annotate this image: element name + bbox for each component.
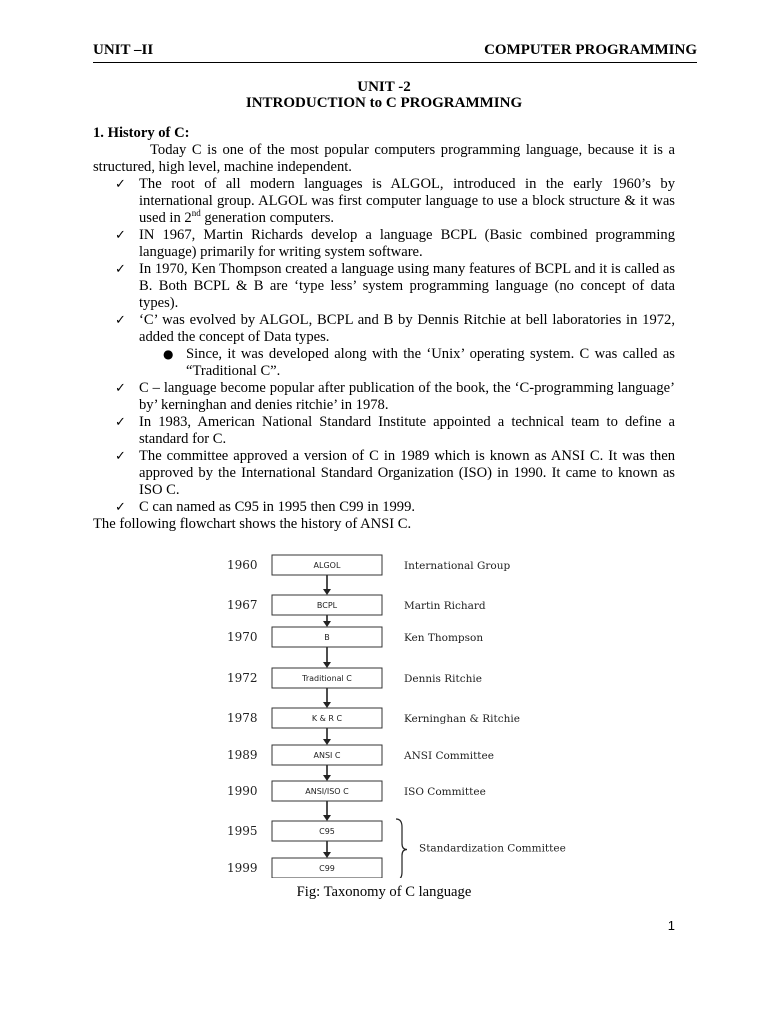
point-text: In 1983, American National Standard Institute appointed a technical team to define a standard for C. bbox=[139, 414, 675, 447]
history-points bbox=[93, 176, 675, 516]
list-item bbox=[93, 312, 675, 380]
flow-arrow-head bbox=[323, 589, 331, 595]
sub-list-item bbox=[93, 346, 675, 380]
chapter-title: INTRODUCTION to C PROGRAMMING bbox=[245, 95, 523, 111]
superscript: nd bbox=[191, 208, 201, 219]
check-mark-icon: ✓ bbox=[115, 177, 126, 192]
flow-side-label: International Group bbox=[404, 560, 511, 572]
flow-box-label: K & R C bbox=[311, 714, 343, 723]
page-number: 1 bbox=[667, 918, 675, 933]
check-mark-icon: ✓ bbox=[115, 262, 126, 277]
flow-arrow-head bbox=[323, 662, 331, 668]
figure-caption: Fig: Taxonomy of C language bbox=[296, 884, 472, 900]
flow-year: 1995 bbox=[227, 824, 258, 838]
flow-side-label: ISO Committee bbox=[404, 786, 486, 798]
point-text: In 1970, Ken Thompson created a language using many features of BCPL and it is called as B. Both BCPL & B are ‘type less’ system programming language (no concept of data types). bbox=[139, 261, 675, 311]
flow-year: 1990 bbox=[227, 784, 258, 798]
flow-arrow-head bbox=[323, 739, 331, 745]
flowchart bbox=[0, 548, 768, 878]
list-item bbox=[93, 448, 675, 499]
flow-arrow-head bbox=[323, 815, 331, 821]
flow-box-label: ALGOL bbox=[313, 561, 341, 570]
flow-box-label: B bbox=[324, 633, 330, 642]
flow-box-label: BCPL bbox=[316, 601, 338, 610]
page-header bbox=[93, 42, 697, 63]
point-text: C can named as C95 in 1995 then C99 in 1999. bbox=[139, 499, 416, 515]
header-unit: UNIT –II bbox=[93, 42, 154, 58]
section-heading: 1. History of C: bbox=[93, 125, 190, 141]
point-text: IN 1967, Martin Richards develop a language BCPL (Basic combined programming language) primarily for writing system software. bbox=[139, 227, 675, 260]
list-item bbox=[93, 261, 675, 312]
check-mark-icon: ✓ bbox=[115, 228, 126, 243]
intro-paragraph: Today C is one of the most popular computers programming language, because it is a structured, high level, machine independent. bbox=[93, 142, 675, 175]
check-mark-icon: ✓ bbox=[115, 500, 126, 515]
flow-side-label: ANSI Committee bbox=[404, 750, 494, 762]
flow-box-label: Traditional C bbox=[302, 674, 352, 683]
flow-box-label: ANSI/ISO C bbox=[305, 787, 349, 796]
point-text: ‘C’ was evolved by ALGOL, BCPL and B by Dennis Ritchie at bell laboratories in 1972, added the concept of Data types. bbox=[139, 312, 675, 345]
flow-year: 1978 bbox=[227, 711, 258, 725]
history-section bbox=[93, 125, 675, 533]
sub-bullets bbox=[93, 346, 675, 380]
unit-title: UNIT -2 bbox=[357, 79, 411, 95]
list-item bbox=[93, 176, 675, 227]
flow-box-label: C95 bbox=[319, 827, 335, 836]
flow-brace bbox=[396, 819, 407, 878]
point-text-end: generation computers. bbox=[200, 210, 335, 226]
point-text: C – language become popular after publication of the book, the ‘C-programming language’ by’ kerninghan and denies ritchie’ in 1978. bbox=[139, 380, 675, 413]
list-item bbox=[93, 227, 675, 261]
flow-group-label: Standardization Committee bbox=[419, 842, 566, 855]
bullet-dot-icon: ● bbox=[163, 347, 174, 361]
point-text: The committee approved a version of C in 1989 which is known as ANSI C. It was then approved by the International Standard Organization (ISO) in 1990. It came to known as ISO C. bbox=[139, 448, 675, 498]
point-text: The root of all modern languages is ALGOL, introduced in the early 1960’s by international group. ALGOL was first computer language to use a block structure & it was used in 2 bbox=[139, 176, 675, 226]
sub-point-text: Since, it was developed along with the ‘Unix’ operating system. C was called as “Traditional C”. bbox=[186, 346, 675, 379]
flow-year: 1967 bbox=[227, 598, 258, 612]
flow-box-label: ANSI C bbox=[313, 751, 341, 760]
check-mark-icon: ✓ bbox=[115, 415, 126, 430]
outro-paragraph: The following flowchart shows the history of ANSI C. bbox=[93, 516, 412, 532]
flow-arrow-head bbox=[323, 775, 331, 781]
flow-year: 1989 bbox=[227, 748, 258, 762]
check-mark-icon: ✓ bbox=[115, 381, 126, 396]
flow-year: 1970 bbox=[227, 630, 258, 644]
flow-arrow-head bbox=[323, 621, 331, 627]
flow-side-label: Ken Thompson bbox=[404, 632, 484, 644]
flow-arrow-head bbox=[323, 852, 331, 858]
check-mark-icon: ✓ bbox=[115, 449, 126, 464]
list-item bbox=[93, 499, 675, 516]
header-subject: COMPUTER PROGRAMMING bbox=[484, 42, 697, 58]
list-item bbox=[93, 414, 675, 448]
flow-year: 1960 bbox=[227, 558, 258, 572]
check-mark-icon: ✓ bbox=[115, 313, 126, 328]
flow-side-label: Martin Richard bbox=[404, 600, 486, 612]
flow-box-label: C99 bbox=[319, 864, 335, 873]
flowchart-svg bbox=[0, 548, 768, 878]
flow-arrow-head bbox=[323, 702, 331, 708]
flow-side-label: Kerninghan & Ritchie bbox=[404, 713, 520, 725]
flow-year: 1999 bbox=[227, 861, 258, 875]
flow-side-label: Dennis Ritchie bbox=[404, 673, 482, 685]
list-item bbox=[93, 380, 675, 414]
flow-year: 1972 bbox=[227, 671, 258, 685]
